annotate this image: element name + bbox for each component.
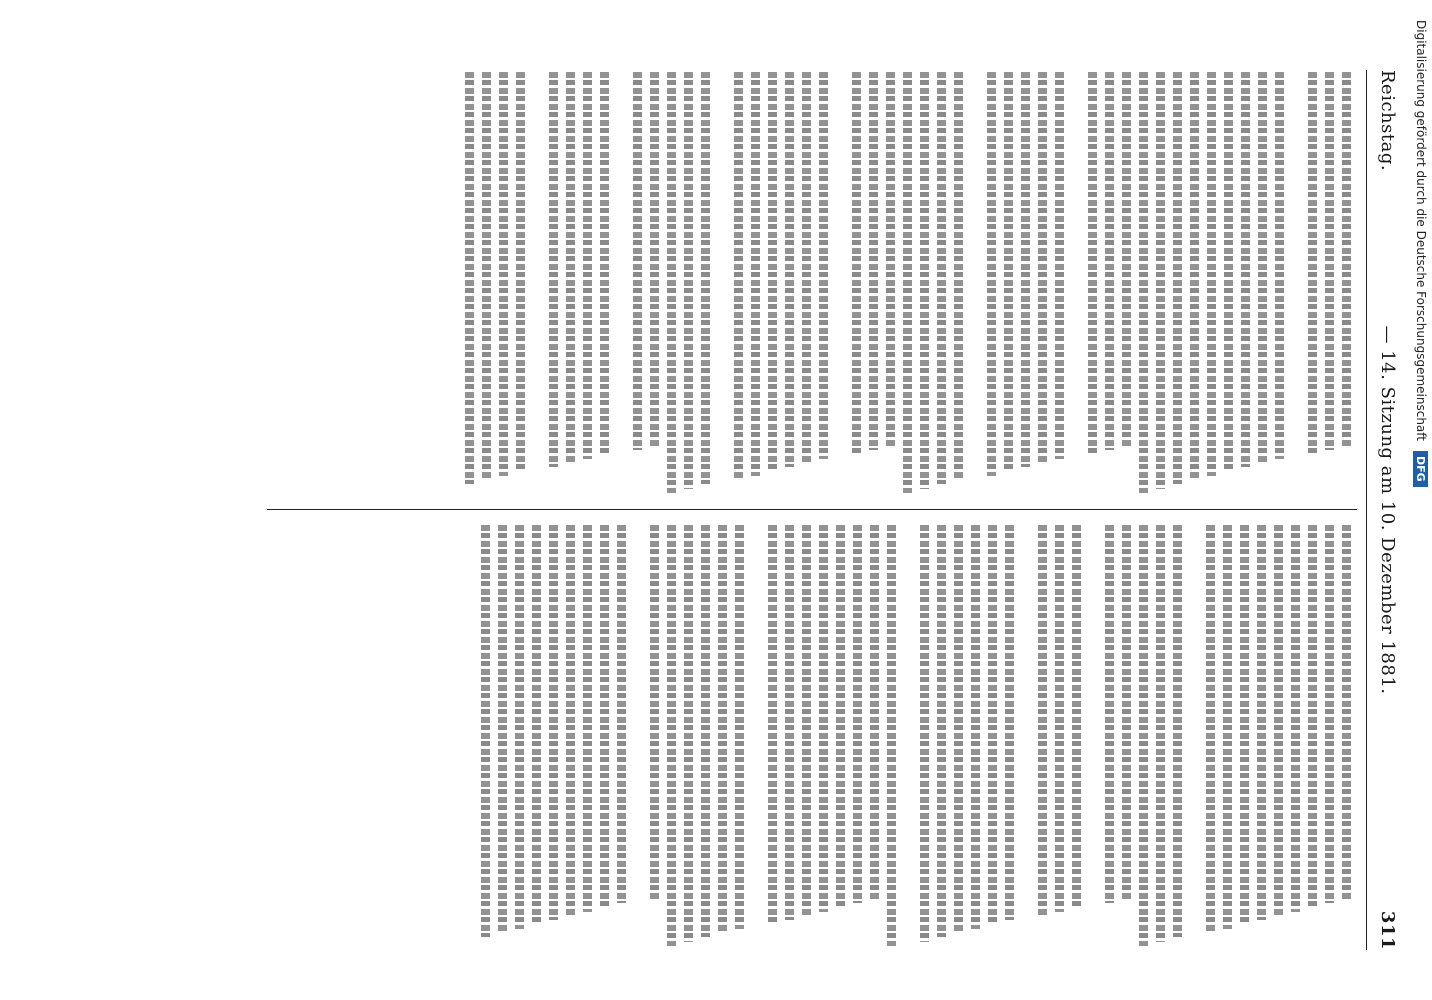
illegible-text-line xyxy=(549,72,558,467)
illegible-text-line xyxy=(971,525,980,929)
illegible-text-line xyxy=(734,72,743,480)
paragraph-gap xyxy=(615,72,625,497)
illegible-text-line xyxy=(718,525,727,933)
dfg-logo: DFG xyxy=(1414,451,1429,487)
illegible-text-line xyxy=(1240,525,1249,925)
illegible-text-line xyxy=(1173,72,1182,484)
illegible-text-line xyxy=(819,72,828,459)
illegible-text-line xyxy=(1223,525,1232,929)
illegible-text-line xyxy=(1055,525,1064,912)
illegible-text-line xyxy=(768,72,777,472)
paragraph-gap xyxy=(750,525,760,950)
illegible-text-line xyxy=(499,72,508,476)
illegible-text-line xyxy=(819,525,828,912)
illegible-text-line xyxy=(920,72,929,489)
illegible-text-line xyxy=(498,525,507,933)
illegible-text-line xyxy=(583,72,592,459)
text-column-left xyxy=(267,72,1357,497)
illegible-text-line xyxy=(1156,72,1165,489)
illegible-text-line xyxy=(684,525,693,942)
illegible-text-line xyxy=(650,525,659,899)
illegible-text-line xyxy=(735,525,744,929)
illegible-text-line xyxy=(600,72,609,455)
illegible-text-line xyxy=(549,525,558,920)
illegible-text-line xyxy=(1342,72,1351,446)
illegible-text-line xyxy=(566,525,575,916)
illegible-text-line xyxy=(1325,72,1334,450)
digitization-note-text: Digitalisierung gefördert durch die Deutsche Forschungsgemeinschaft xyxy=(1414,20,1428,442)
illegible-text-line xyxy=(1156,525,1165,942)
paragraph-gap xyxy=(1087,525,1097,950)
illegible-text-line xyxy=(650,72,659,446)
illegible-text-line xyxy=(1105,525,1114,903)
illegible-text-line xyxy=(1342,525,1351,899)
illegible-text-line xyxy=(1206,525,1215,933)
illegible-text-line xyxy=(1224,72,1233,472)
illegible-text-line xyxy=(954,525,963,933)
column-divider xyxy=(267,509,1357,510)
illegible-text-line xyxy=(1139,72,1148,493)
illegible-text-line xyxy=(481,525,490,937)
illegible-text-line xyxy=(903,72,912,493)
digitization-note xyxy=(1412,20,1430,980)
illegible-text-line xyxy=(516,72,525,472)
illegible-text-line xyxy=(684,72,693,489)
illegible-text-line xyxy=(988,525,997,925)
illegible-text-line xyxy=(869,72,878,450)
illegible-text-line xyxy=(1308,72,1317,455)
page-number: 311 xyxy=(1377,910,1399,950)
illegible-text-line xyxy=(987,72,996,476)
illegible-text-line xyxy=(1258,72,1267,463)
paragraph-gap xyxy=(834,72,844,497)
illegible-text-line xyxy=(532,525,541,925)
paragraph-gap xyxy=(1290,72,1300,497)
illegible-text-line xyxy=(1325,525,1334,903)
paragraph-gap xyxy=(902,525,912,950)
illegible-text-line xyxy=(853,525,862,903)
illegible-text-line xyxy=(1308,525,1317,908)
illegible-text-line xyxy=(1055,72,1064,459)
running-head-title: Reichstag. xyxy=(1377,70,1399,172)
illegible-text-line xyxy=(600,525,609,908)
paragraph-gap xyxy=(531,72,541,497)
paragraph-gap xyxy=(969,72,979,497)
illegible-text-line xyxy=(937,525,946,937)
illegible-text-line xyxy=(1122,72,1131,446)
illegible-text-line xyxy=(768,525,777,925)
header-rule xyxy=(1366,70,1367,950)
illegible-text-line xyxy=(886,72,895,446)
illegible-text-line xyxy=(802,72,811,463)
illegible-text-line xyxy=(1038,72,1047,463)
illegible-text-line xyxy=(836,525,845,908)
illegible-text-line xyxy=(1139,525,1148,946)
illegible-text-line xyxy=(802,525,811,916)
illegible-text-line xyxy=(515,525,524,929)
illegible-text-line xyxy=(1122,525,1131,899)
illegible-text-line xyxy=(887,525,896,946)
running-head xyxy=(1371,70,1405,950)
illegible-text-line xyxy=(583,525,592,912)
paragraph-gap xyxy=(1020,525,1030,950)
illegible-text-line xyxy=(1005,525,1014,920)
rotated-print xyxy=(60,60,1405,960)
illegible-text-line xyxy=(1274,525,1283,916)
illegible-text-line xyxy=(1105,72,1114,450)
illegible-text-line xyxy=(920,525,929,942)
illegible-text-line xyxy=(1241,72,1250,467)
running-head-session: — 14. Sitzung am 10. Dezember 1881. xyxy=(1377,325,1399,695)
paragraph-gap xyxy=(632,525,642,950)
illegible-text-line xyxy=(667,525,676,946)
illegible-text-line xyxy=(482,72,491,480)
paragraph-gap xyxy=(1070,72,1080,497)
illegible-text-line xyxy=(954,72,963,480)
print-block xyxy=(60,60,1405,960)
illegible-text-line xyxy=(937,72,946,484)
illegible-text-line xyxy=(1038,525,1047,916)
illegible-text-line xyxy=(1088,72,1097,455)
illegible-text-line xyxy=(1291,525,1300,912)
illegible-text-line xyxy=(1207,72,1216,476)
illegible-text-line xyxy=(870,525,879,899)
illegible-text-line xyxy=(785,72,794,467)
illegible-text-line xyxy=(667,72,676,493)
illegible-text-line xyxy=(701,525,710,937)
illegible-text-line xyxy=(701,72,710,484)
illegible-text-line xyxy=(1072,525,1081,908)
illegible-text-line xyxy=(785,525,794,920)
text-column-right xyxy=(267,525,1357,950)
illegible-text-line xyxy=(1004,72,1013,472)
paragraph-gap xyxy=(716,72,726,497)
illegible-text-line xyxy=(1021,72,1030,467)
paragraph-gap xyxy=(1188,525,1198,950)
illegible-text-line xyxy=(852,72,861,455)
illegible-text-line xyxy=(1190,72,1199,480)
illegible-text-line xyxy=(751,72,760,476)
illegible-text-line xyxy=(1275,72,1284,459)
illegible-text-line xyxy=(465,72,474,484)
illegible-text-line xyxy=(1257,525,1266,920)
illegible-text-line xyxy=(617,525,626,903)
illegible-text-line xyxy=(566,72,575,463)
illegible-text-line xyxy=(633,72,642,450)
illegible-text-line xyxy=(1173,525,1182,937)
